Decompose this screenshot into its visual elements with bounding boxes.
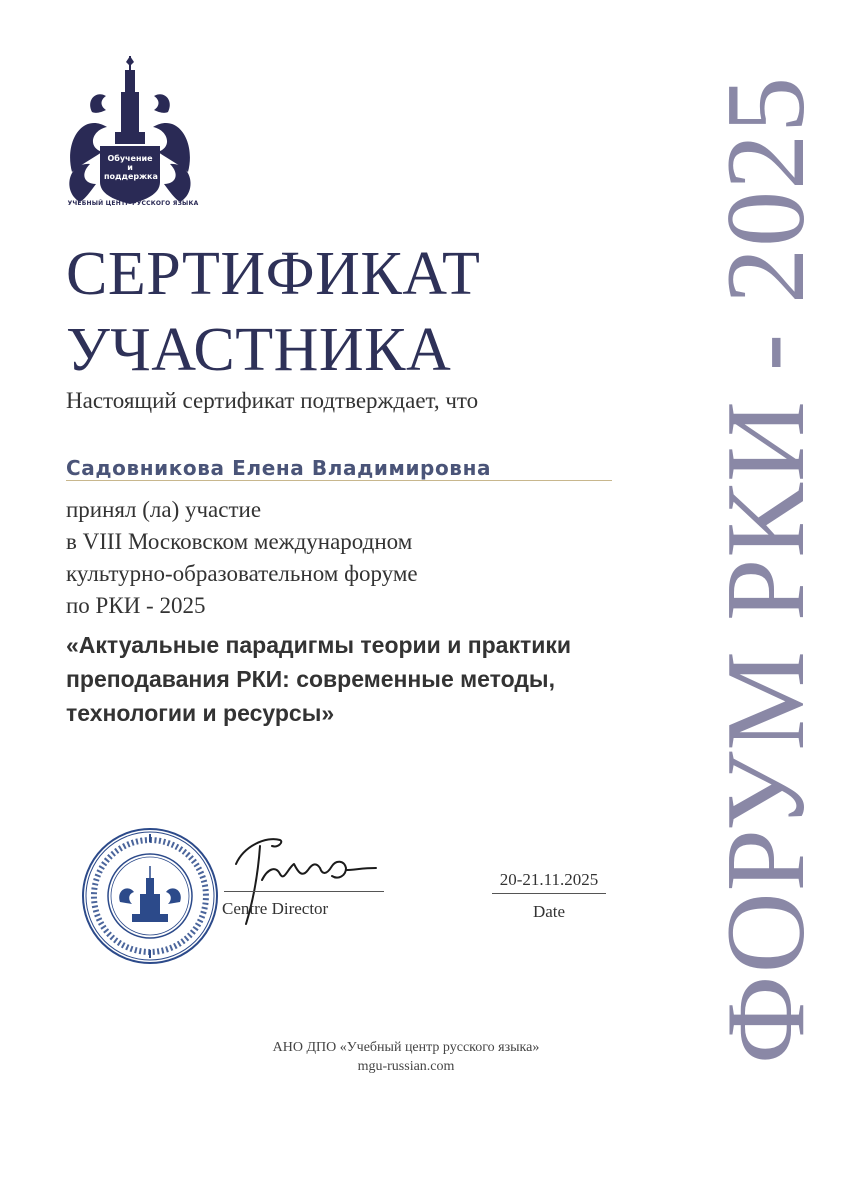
logo-caption: УЧЕБНЫЙ ЦЕНТР РУССКОГО ЯЗЫКА [67,200,199,207]
participant-name: Садовникова Елена Владимировна [66,456,492,480]
certificate-title [66,236,480,388]
footer [200,1038,612,1076]
title-line-1: СЕРТИФИКАТ [66,240,481,308]
forum-topic [66,628,571,730]
footer-org: АНО ДПО «Учебный центр русского языка» [272,1040,540,1055]
signature-line [224,891,384,892]
footer-website: mgu-russian.com [357,1059,455,1074]
topic-line-2: преподавания РКИ: современные методы, [66,666,555,692]
logo-emblem-text: Обучение и поддержка [104,154,158,181]
body-line-1: принял (ла) участие [66,497,262,522]
name-underline [66,480,612,481]
stamp-seal-graphic [80,826,220,966]
body-line-2: в VIII Московском международном [66,529,413,554]
intro-text: Настоящий сертификат подтверждает, что [66,388,479,413]
official-stamp [80,826,220,966]
body-line-3: культурно-образовательном форуме [66,561,418,586]
logo [62,52,204,212]
topic-line-3: технологии и ресурсы» [66,700,335,726]
date-label: Date [532,902,566,921]
topic-line-1: «Актуальные парадигмы теории и практики [66,632,572,658]
date-line [492,893,606,894]
logo-emblem-graphic [62,52,204,252]
title-line-2: УЧАСТНИКА [66,316,452,384]
director-label: Centre Director [222,899,329,918]
body-line-4: по РКИ - 2025 [66,593,206,618]
participation-text [66,494,418,622]
event-date: 20-21.11.2025 [499,870,599,889]
side-banner-text: ФОРУМ РКИ - 2025 [704,75,828,1065]
